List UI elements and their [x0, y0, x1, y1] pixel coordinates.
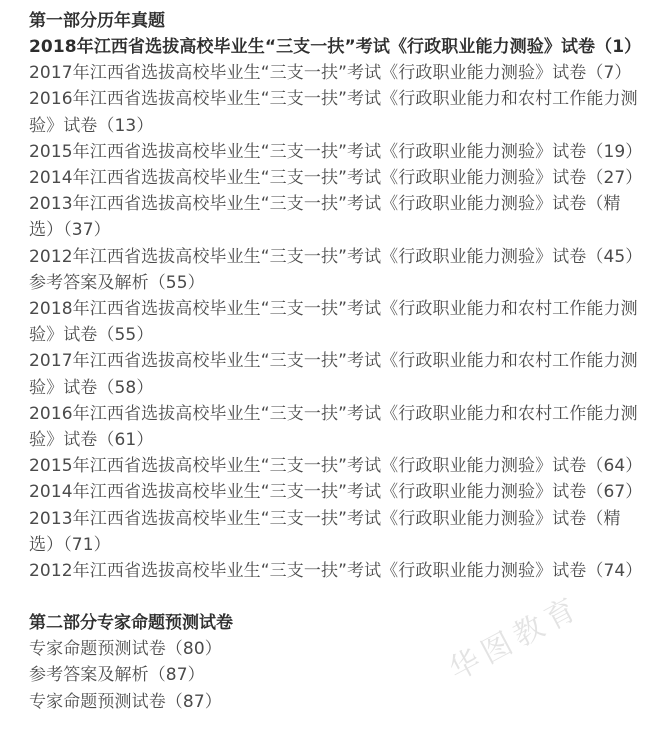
- toc-entry[interactable]: 2016年江西省选拔高校毕业生“三支一扶”考试《行政职业能力和农村工作能力测验》试卷（13）: [29, 89, 638, 136]
- part2-heading: 第二部分专家命题预测试卷: [29, 613, 233, 634]
- toc-entry[interactable]: 2016年江西省选拔高校毕业生“三支一扶”考试《行政职业能力和农村工作能力测验》试卷（61）: [29, 403, 638, 451]
- toc-entry[interactable]: 2013年江西省选拔高校毕业生“三支一扶”考试《行政职业能力测验》试卷（精选）（37）: [29, 194, 621, 241]
- toc-entry[interactable]: 专家命题预测试卷（87）: [29, 691, 222, 712]
- toc-entry[interactable]: 2018年江西省选拔高校毕业生“三支一扶”考试《行政职业能力和农村工作能力测验》试卷（55）: [29, 299, 638, 346]
- part1-heading: 第一部分历年真题: [29, 11, 165, 31]
- part2-entry-list: [29, 636, 641, 715]
- toc-entry[interactable]: 2015年江西省选拔高校毕业生“三支一扶”考试《行政职业能力测验》试卷（64）: [29, 456, 643, 477]
- part1-entry-list: [29, 34, 641, 584]
- toc-entry[interactable]: 2012年江西省选拔高校毕业生“三支一扶”考试《行政职业能力测验》试卷（45）: [29, 246, 643, 267]
- toc-entry[interactable]: 2017年江西省选拔高校毕业生“三支一扶”考试《行政职业能力测验》试卷（7）: [29, 63, 632, 84]
- toc-entry-answers[interactable]: 参考答案及解析（87）: [29, 665, 205, 686]
- toc-entry[interactable]: 专家命题预测试卷（80）: [29, 639, 222, 660]
- toc-entry[interactable]: 2018年江西省选拔高校毕业生“三支一扶”考试《行政职业能力测验》试卷（1）: [29, 37, 642, 57]
- toc-entry[interactable]: 2014年江西省选拔高校毕业生“三支一扶”考试《行政职业能力测验》试卷（27）: [29, 168, 643, 189]
- watermark-logo: 华图教育: [443, 589, 588, 688]
- toc-entry[interactable]: 2017年江西省选拔高校毕业生“三支一扶”考试《行政职业能力和农村工作能力测验》试卷（58）: [29, 351, 638, 398]
- toc-entry-answers[interactable]: 参考答案及解析（55）: [29, 272, 205, 293]
- toc-entry[interactable]: 2014年江西省选拔高校毕业生“三支一扶”考试《行政职业能力测验》试卷（67）: [29, 482, 643, 503]
- toc-entry[interactable]: 2012年江西省选拔高校毕业生“三支一扶”考试《行政职业能力测验》试卷（74）: [29, 561, 643, 582]
- toc-entry[interactable]: 2013年江西省选拔高校毕业生“三支一扶”考试《行政职业能力测验》试卷（精选）（71）: [29, 508, 621, 555]
- toc-entry[interactable]: 2015年江西省选拔高校毕业生“三支一扶”考试《行政职业能力测验》试卷（19）: [29, 141, 643, 162]
